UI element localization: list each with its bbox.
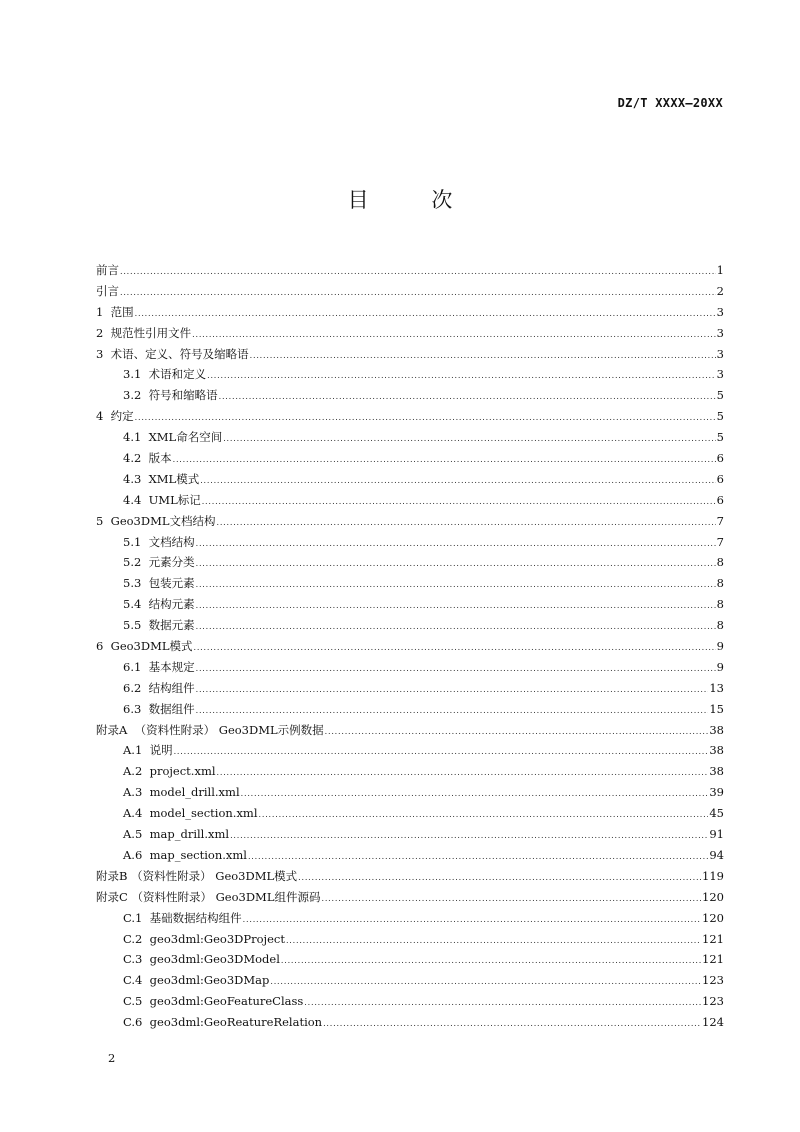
toc-entry-label: 4.2 版本 bbox=[123, 451, 172, 466]
toc-entry-page: 3 bbox=[716, 346, 724, 361]
toc-entry-page: 7 bbox=[716, 513, 724, 528]
toc-entry-label: C.3 geo3dml:Geo3DModel bbox=[123, 952, 280, 967]
toc-entry[interactable] bbox=[96, 782, 724, 803]
toc-entry-page: 1 bbox=[716, 263, 724, 277]
dot-leader bbox=[323, 1014, 701, 1035]
dot-leader bbox=[196, 554, 716, 575]
toc-entry-label: 2 规范性引用文件 bbox=[96, 325, 192, 340]
dot-leader bbox=[248, 847, 708, 868]
toc-entry-page: 39 bbox=[709, 785, 724, 800]
toc-entry[interactable] bbox=[96, 636, 724, 657]
dot-leader bbox=[259, 805, 709, 826]
toc-entry-page: 2 bbox=[716, 283, 724, 298]
toc-entry-page: 9 bbox=[716, 639, 724, 654]
toc-entry[interactable] bbox=[96, 866, 724, 887]
toc-entry[interactable] bbox=[96, 740, 724, 761]
toc-entry-label: 6.2 结构组件 bbox=[123, 680, 195, 695]
toc-entry[interactable] bbox=[96, 469, 724, 490]
table-of-contents bbox=[96, 260, 724, 1033]
toc-entry-label: A.3 model_drill.xml bbox=[123, 785, 240, 800]
dot-leader bbox=[281, 951, 701, 972]
dot-leader bbox=[243, 910, 701, 931]
toc-entry-label: C.5 geo3dml:GeoFeatureClass bbox=[123, 994, 304, 1009]
toc-entry-page: 121 bbox=[702, 952, 724, 967]
toc-entry-label: 5.2 元素分类 bbox=[123, 555, 195, 570]
toc-entry[interactable] bbox=[96, 824, 724, 845]
toc-entry[interactable] bbox=[96, 552, 724, 573]
toc-entry-page: 8 bbox=[716, 576, 724, 591]
toc-entry[interactable] bbox=[96, 532, 724, 553]
toc-entry[interactable] bbox=[96, 323, 724, 344]
toc-entry-page: 13 bbox=[709, 680, 724, 695]
toc-entry[interactable] bbox=[96, 887, 724, 908]
toc-entry-page: 5 bbox=[716, 409, 724, 424]
dot-leader bbox=[298, 868, 701, 889]
toc-entry[interactable] bbox=[96, 448, 724, 469]
dot-leader bbox=[202, 492, 716, 513]
toc-entry-page: 8 bbox=[716, 597, 724, 612]
page-number: 2 bbox=[108, 1051, 116, 1065]
toc-entry[interactable] bbox=[96, 991, 724, 1012]
toc-entry-label: 4 约定 bbox=[96, 409, 134, 424]
toc-entry[interactable] bbox=[96, 302, 724, 323]
toc-entry-label: A.1 说明 bbox=[123, 743, 173, 758]
standard-code: DZ/T XXXX—20XX bbox=[617, 96, 723, 110]
dot-leader bbox=[223, 429, 715, 450]
toc-entry-label: 4.3 XML模式 bbox=[123, 471, 200, 486]
toc-entry-page: 8 bbox=[716, 618, 724, 633]
toc-entry-label: C.6 geo3dml:GeoReatureRelation bbox=[123, 1015, 323, 1030]
dot-leader bbox=[200, 471, 715, 492]
toc-entry[interactable] bbox=[96, 699, 724, 720]
dot-leader bbox=[120, 283, 716, 304]
toc-entry[interactable] bbox=[96, 615, 724, 636]
toc-entry[interactable] bbox=[96, 573, 724, 594]
toc-entry[interactable] bbox=[96, 490, 724, 511]
toc-entry-page: 3 bbox=[716, 325, 724, 340]
toc-entry-page: 120 bbox=[702, 910, 724, 925]
toc-entry[interactable] bbox=[96, 803, 724, 824]
dot-leader bbox=[270, 972, 701, 993]
toc-entry-page: 94 bbox=[709, 847, 724, 862]
toc-entry-label: 4.4 UML标记 bbox=[123, 492, 201, 507]
toc-entry[interactable] bbox=[96, 406, 724, 427]
toc-entry-label: 附录B （资料性附录） Geo3DML模式 bbox=[96, 868, 298, 883]
toc-entry-page: 15 bbox=[709, 701, 724, 716]
dot-leader bbox=[217, 763, 709, 784]
toc-entry[interactable] bbox=[96, 281, 724, 302]
toc-entry-label: 引言 bbox=[96, 283, 119, 298]
toc-entry-page: 6 bbox=[716, 471, 724, 486]
toc-entry-label: C.2 geo3dml:Geo3DProject bbox=[123, 931, 285, 946]
toc-entry[interactable] bbox=[96, 970, 724, 991]
toc-entry-page: 8 bbox=[716, 555, 724, 570]
toc-entry-label: 5.4 结构元素 bbox=[123, 597, 195, 612]
dot-leader bbox=[250, 346, 716, 367]
toc-entry-page: 6 bbox=[716, 451, 724, 466]
toc-entry-page: 120 bbox=[702, 889, 724, 904]
toc-entry-page: 7 bbox=[716, 534, 724, 549]
toc-entry-label: 6.1 基本规定 bbox=[123, 659, 195, 674]
toc-entry-label: 3 术语、定义、符号及缩略语 bbox=[96, 346, 249, 361]
toc-entry-label: 前言 bbox=[96, 263, 119, 277]
dot-leader bbox=[325, 722, 709, 743]
toc-entry-label: A.4 model_section.xml bbox=[123, 806, 258, 821]
toc-entry-page: 38 bbox=[709, 743, 724, 758]
toc-entry-page: 121 bbox=[702, 931, 724, 946]
page-title: 目 次 bbox=[347, 188, 481, 212]
toc-entry-page: 45 bbox=[709, 806, 724, 821]
dot-leader bbox=[120, 262, 716, 283]
toc-entry[interactable] bbox=[96, 1012, 724, 1033]
toc-entry-label: 5 Geo3DML文档结构 bbox=[96, 513, 216, 528]
toc-entry-page: 38 bbox=[709, 764, 724, 779]
dot-leader bbox=[173, 450, 716, 471]
toc-entry[interactable] bbox=[96, 929, 724, 950]
toc-entry-label: 1 范围 bbox=[96, 304, 134, 319]
toc-entry-page: 3 bbox=[716, 367, 724, 382]
toc-entry[interactable] bbox=[96, 260, 724, 281]
toc-entry[interactable] bbox=[96, 511, 724, 532]
toc-entry[interactable] bbox=[96, 594, 724, 615]
toc-entry-label: 附录C （资料性附录） Geo3DML组件源码 bbox=[96, 889, 321, 904]
dot-leader bbox=[219, 387, 716, 408]
dot-leader bbox=[196, 617, 716, 638]
toc-entry-page: 124 bbox=[702, 1015, 724, 1030]
toc-entry-page: 5 bbox=[716, 388, 724, 403]
toc-entry-label: C.1 基础数据结构组件 bbox=[123, 910, 242, 925]
dot-leader bbox=[230, 826, 708, 847]
dot-leader bbox=[174, 742, 709, 763]
toc-entry-label: 附录A （资料性附录） Geo3DML示例数据 bbox=[96, 722, 324, 737]
toc-entry-page: 6 bbox=[716, 492, 724, 507]
toc-entry-label: 3.1 术语和定义 bbox=[123, 367, 207, 382]
toc-entry[interactable] bbox=[96, 761, 724, 782]
toc-entry[interactable] bbox=[96, 720, 724, 741]
toc-entry-label: A.5 map_drill.xml bbox=[123, 827, 230, 842]
dot-leader bbox=[194, 638, 716, 659]
dot-leader bbox=[241, 784, 709, 805]
toc-entry-page: 123 bbox=[702, 973, 724, 988]
toc-entry-label: A.6 map_section.xml bbox=[123, 847, 247, 862]
dot-leader bbox=[196, 575, 716, 596]
toc-entry-label: 3.2 符号和缩略语 bbox=[123, 388, 218, 403]
toc-entry[interactable] bbox=[96, 427, 724, 448]
dot-leader bbox=[196, 596, 716, 617]
toc-entry-page: 91 bbox=[709, 827, 724, 842]
dot-leader bbox=[196, 534, 716, 555]
dot-leader bbox=[196, 680, 709, 701]
toc-entry-label: 5.3 包装元素 bbox=[123, 576, 195, 591]
toc-entry-label: C.4 geo3dml:Geo3DMap bbox=[123, 973, 270, 988]
dot-leader bbox=[192, 325, 716, 346]
toc-entry[interactable] bbox=[96, 344, 724, 365]
toc-entry-label: 4.1 XML命名空间 bbox=[123, 430, 223, 445]
toc-entry-page: 119 bbox=[702, 868, 724, 883]
toc-entry-label: 5.5 数据元素 bbox=[123, 618, 195, 633]
toc-entry-label: 6.3 数据组件 bbox=[123, 701, 195, 716]
dot-leader bbox=[135, 304, 716, 325]
toc-entry-page: 38 bbox=[709, 722, 724, 737]
toc-entry-page: 9 bbox=[716, 659, 724, 674]
toc-entry[interactable] bbox=[96, 385, 724, 406]
toc-entry-page: 5 bbox=[716, 430, 724, 445]
dot-leader bbox=[135, 408, 716, 429]
toc-entry[interactable] bbox=[96, 678, 724, 699]
dot-leader bbox=[196, 659, 716, 680]
toc-entry-page: 123 bbox=[702, 994, 724, 1009]
dot-leader bbox=[207, 366, 716, 387]
dot-leader bbox=[217, 513, 716, 534]
toc-entry[interactable] bbox=[96, 845, 724, 866]
toc-entry[interactable] bbox=[96, 364, 724, 385]
dot-leader bbox=[321, 889, 701, 910]
dot-leader bbox=[196, 701, 709, 722]
toc-entry-page: 3 bbox=[716, 304, 724, 319]
dot-leader bbox=[304, 993, 701, 1014]
toc-entry-label: 6 Geo3DML模式 bbox=[96, 639, 193, 654]
toc-entry[interactable] bbox=[96, 908, 724, 929]
toc-entry[interactable] bbox=[96, 949, 724, 970]
toc-entry[interactable] bbox=[96, 657, 724, 678]
dot-leader bbox=[286, 931, 701, 952]
toc-entry-label: A.2 project.xml bbox=[123, 764, 216, 779]
toc-entry-label: 5.1 文档结构 bbox=[123, 534, 195, 549]
